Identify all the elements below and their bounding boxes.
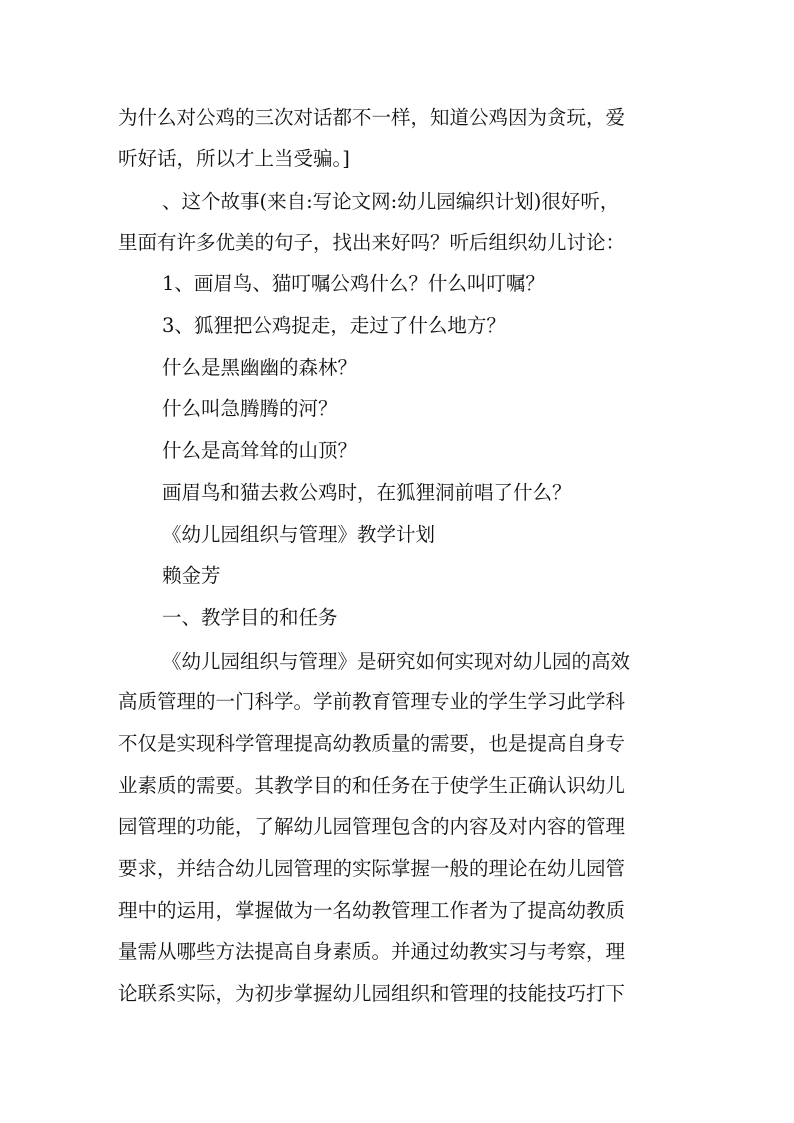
text-line: 为什么对公鸡的三次对话都不一样，知道公鸡因为贪玩，爱 [118,106,626,129]
text-line: 画眉鸟和猫去救公鸡时，在狐狸洞前唱了什么？ [162,481,572,504]
text-line: 量需从哪些方法提高自身素质。并通过幼教实习与考察，理 [118,940,626,963]
text-line: 论联系实际，为初步掌握幼儿园组织和管理的技能技巧打下 [118,982,626,1005]
author-name: 赖金芳 [162,564,221,587]
text-line: 1、画眉鸟、猫叮嘱公鸡什么？什么叫叮嘱？ [162,272,545,295]
text-line: 什么是高耸耸的山顶？ [162,439,358,462]
text-line: 园管理的功能，了解幼儿园管理包含的内容及对内容的管理 [118,815,626,838]
text-line: 里面有许多优美的句子，找出来好吗？听后组织幼儿讨论： [118,231,626,254]
text-line: 什么是黑幽幽的森林？ [162,356,358,379]
section-heading: 一、教学目的和任务 [162,606,338,629]
text-line: 3、狐狸把公鸡捉走，走过了什么地方？ [162,314,506,337]
text-line: 听好话，所以才上当受骗。] [118,147,350,170]
text-line: 《幼儿园组织与管理》是研究如何实现对幼儿园的高效 [162,650,631,673]
text-line: 什么叫急腾腾的河？ [162,397,338,420]
text-line: 理中的运用，掌握做为一名幼教管理工作者为了提高幼教质 [118,899,626,922]
section-title: 《幼儿园组织与管理》教学计划 [162,523,436,546]
text-line: 业素质的需要。其教学目的和任务在于使学生正确认识幼儿 [118,774,626,797]
text-line: 高质管理的一门科学。学前教育管理专业的学生学习此学科 [118,690,626,713]
text-line: 要求，并结合幼儿园管理的实际掌握一般的理论在幼儿园管 [118,857,626,880]
text-line: 、这个故事(来自:写论文网:幼儿园编织计划)很好听， [162,190,620,213]
text-line: 不仅是实现科学管理提高幼教质量的需要，也是提高自身专 [118,732,626,755]
